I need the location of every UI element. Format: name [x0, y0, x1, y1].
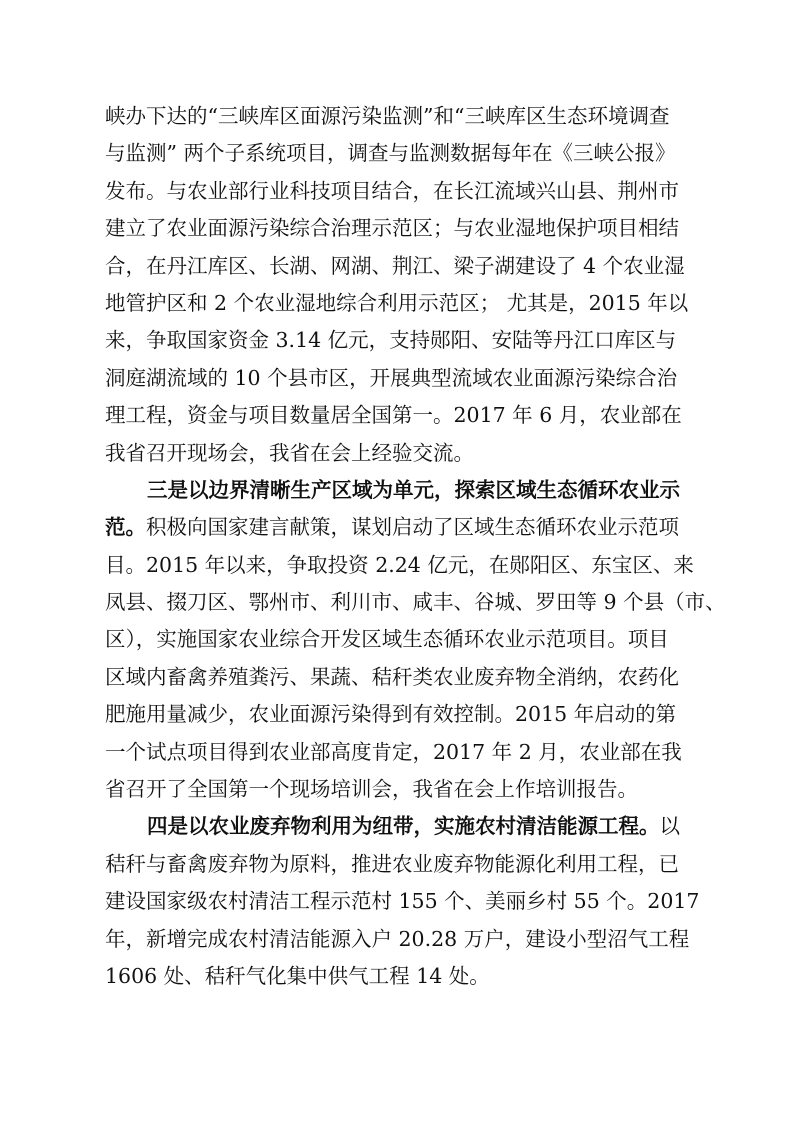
text-line: 峡办下达的“三峡库区面源污染监测”和“三峡库区生态环境调查: [105, 104, 670, 128]
text-line: [105, 509, 700, 546]
text-run: 积极向国家建言献策，谋划启动了区域生态循环农业示范项: [146, 515, 679, 540]
text-line: 理工程，资金与项目数量居全国第一。2017 年 6 月，农业部在: [105, 403, 682, 428]
text-line: 1606 处、秸秆气化集中供气工程 14 处。: [105, 963, 490, 988]
paragraph-2: [105, 472, 726, 809]
text-line: 目。2015 年以来，争取投资 2.24 亿元，在郧阳区、东宝区、来: [105, 552, 694, 577]
section-heading-end: 范。: [105, 515, 146, 540]
text-line: 地管护区和 2 个农业湿地综合利用示范区； 尤其是，2015 年以: [105, 290, 689, 315]
text-line: 合，在丹江库区、长湖、网湖、荆江、梁子湖建设了 4 个农业湿: [105, 253, 685, 278]
text-line: 凤县、掇刀区、鄂州市、利川市、咸丰、谷城、罗田等 9 个县（市、: [105, 590, 726, 615]
text-line: 一个试点项目得到农业部高度肯定，2017 年 2 月，农业部在我: [105, 739, 682, 764]
text-line: 区域内畜禽养殖粪污、果蔬、秸秆类农业废弃物全消纳，农药化: [105, 664, 679, 689]
text-line: 秸秆与畜禽废弃物为原料，推进农业废弃物能源化利用工程，已: [105, 851, 679, 876]
text-line: 与监测” 两个子系统项目，调查与监测数据每年在《三峡公报》: [105, 141, 676, 166]
text-line: [105, 808, 700, 845]
text-run: 以: [659, 814, 680, 839]
text-line: 发布。与农业部行业科技项目结合，在长江流域兴山县、荆州市: [105, 178, 679, 203]
text-line: 建设国家级农村清洁工程示范村 155 个、美丽乡村 55 个。2017: [105, 889, 700, 914]
text-line: 区），实施国家农业综合开发区域生态循环农业示范项目。项目: [105, 627, 669, 652]
text-line: 建立了农业面源污染综合治理示范区；与农业湿地保护项目相结: [105, 216, 679, 241]
section-heading: 三是以边界清晰生产区域为单元，探索区域生态循环农业示: [147, 477, 680, 502]
text-line: 我省召开现场会，我省在会上经验交流。: [105, 440, 474, 465]
section-heading: 四是以农业废弃物利用为纽带，实施农村清洁能源工程。: [147, 814, 660, 839]
text-line: 洞庭湖流域的 10 个县市区，开展典型流域农业面源污染综合治: [105, 365, 678, 390]
text-line: 来，争取国家资金 3.14 亿元，支持郧阳、安陆等丹江口库区与: [105, 328, 677, 353]
document-body: [105, 98, 726, 995]
text-line: 年，新增完成农村清洁能源入户 20.28 万户，建设小型沼气工程: [105, 926, 690, 951]
text-line: 省召开了全国第一个现场培训会，我省在会上作培训报告。: [105, 777, 638, 802]
paragraph-1: [105, 98, 700, 472]
text-line: 肥施用量减少，农业面源污染得到有效控制。2015 年启动的第: [105, 702, 677, 727]
paragraph-3: [105, 808, 700, 995]
